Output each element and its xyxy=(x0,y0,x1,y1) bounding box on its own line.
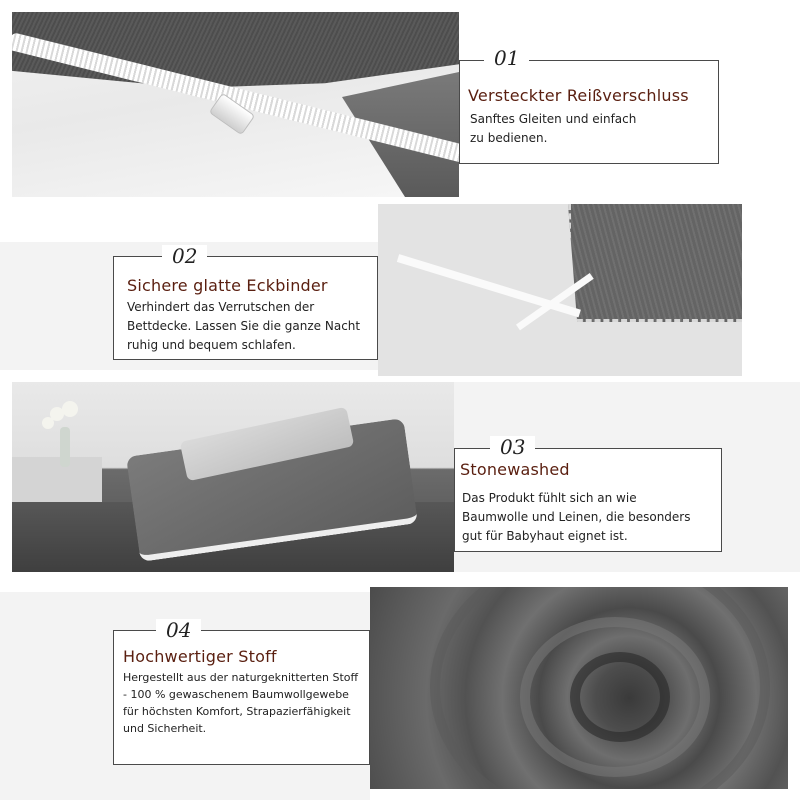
feature-description: Das Produkt fühlt sich an wie Baumwolle und Leinen, die besonders gut für Babyhaut eignet ist. xyxy=(462,491,691,543)
feature-description: Sanftes Gleiten und einfach zu bedienen. xyxy=(470,112,637,145)
feature-number: 01 xyxy=(484,47,529,69)
zipper-photo xyxy=(12,12,459,197)
feature-description: Verhindert das Verrutschen der Bettdecke. Lassen Sie die ganze Nacht ruhig und bequem schlafen. xyxy=(127,300,361,352)
feature-title: Versteckter Reißverschluss xyxy=(468,86,689,105)
corner-tie-photo xyxy=(378,204,742,376)
fabric-folds-photo xyxy=(370,587,788,789)
feature-number: 02 xyxy=(162,245,207,267)
bedroom-photo xyxy=(12,382,454,572)
feature-description: Hergestellt aus der naturgeknitterten Stoff - 100 % gewaschenem Baumwollgewebe für höchsten Komfort, Strapazierfähigkeit und Sicherheit. xyxy=(123,671,359,735)
feature-title: Stonewashed xyxy=(460,460,570,479)
feature-number: 04 xyxy=(156,619,201,641)
feature-title: Hochwertiger Stoff xyxy=(123,647,277,666)
feature-title: Sichere glatte Eckbinder xyxy=(127,276,328,295)
feature-number: 03 xyxy=(490,436,535,458)
